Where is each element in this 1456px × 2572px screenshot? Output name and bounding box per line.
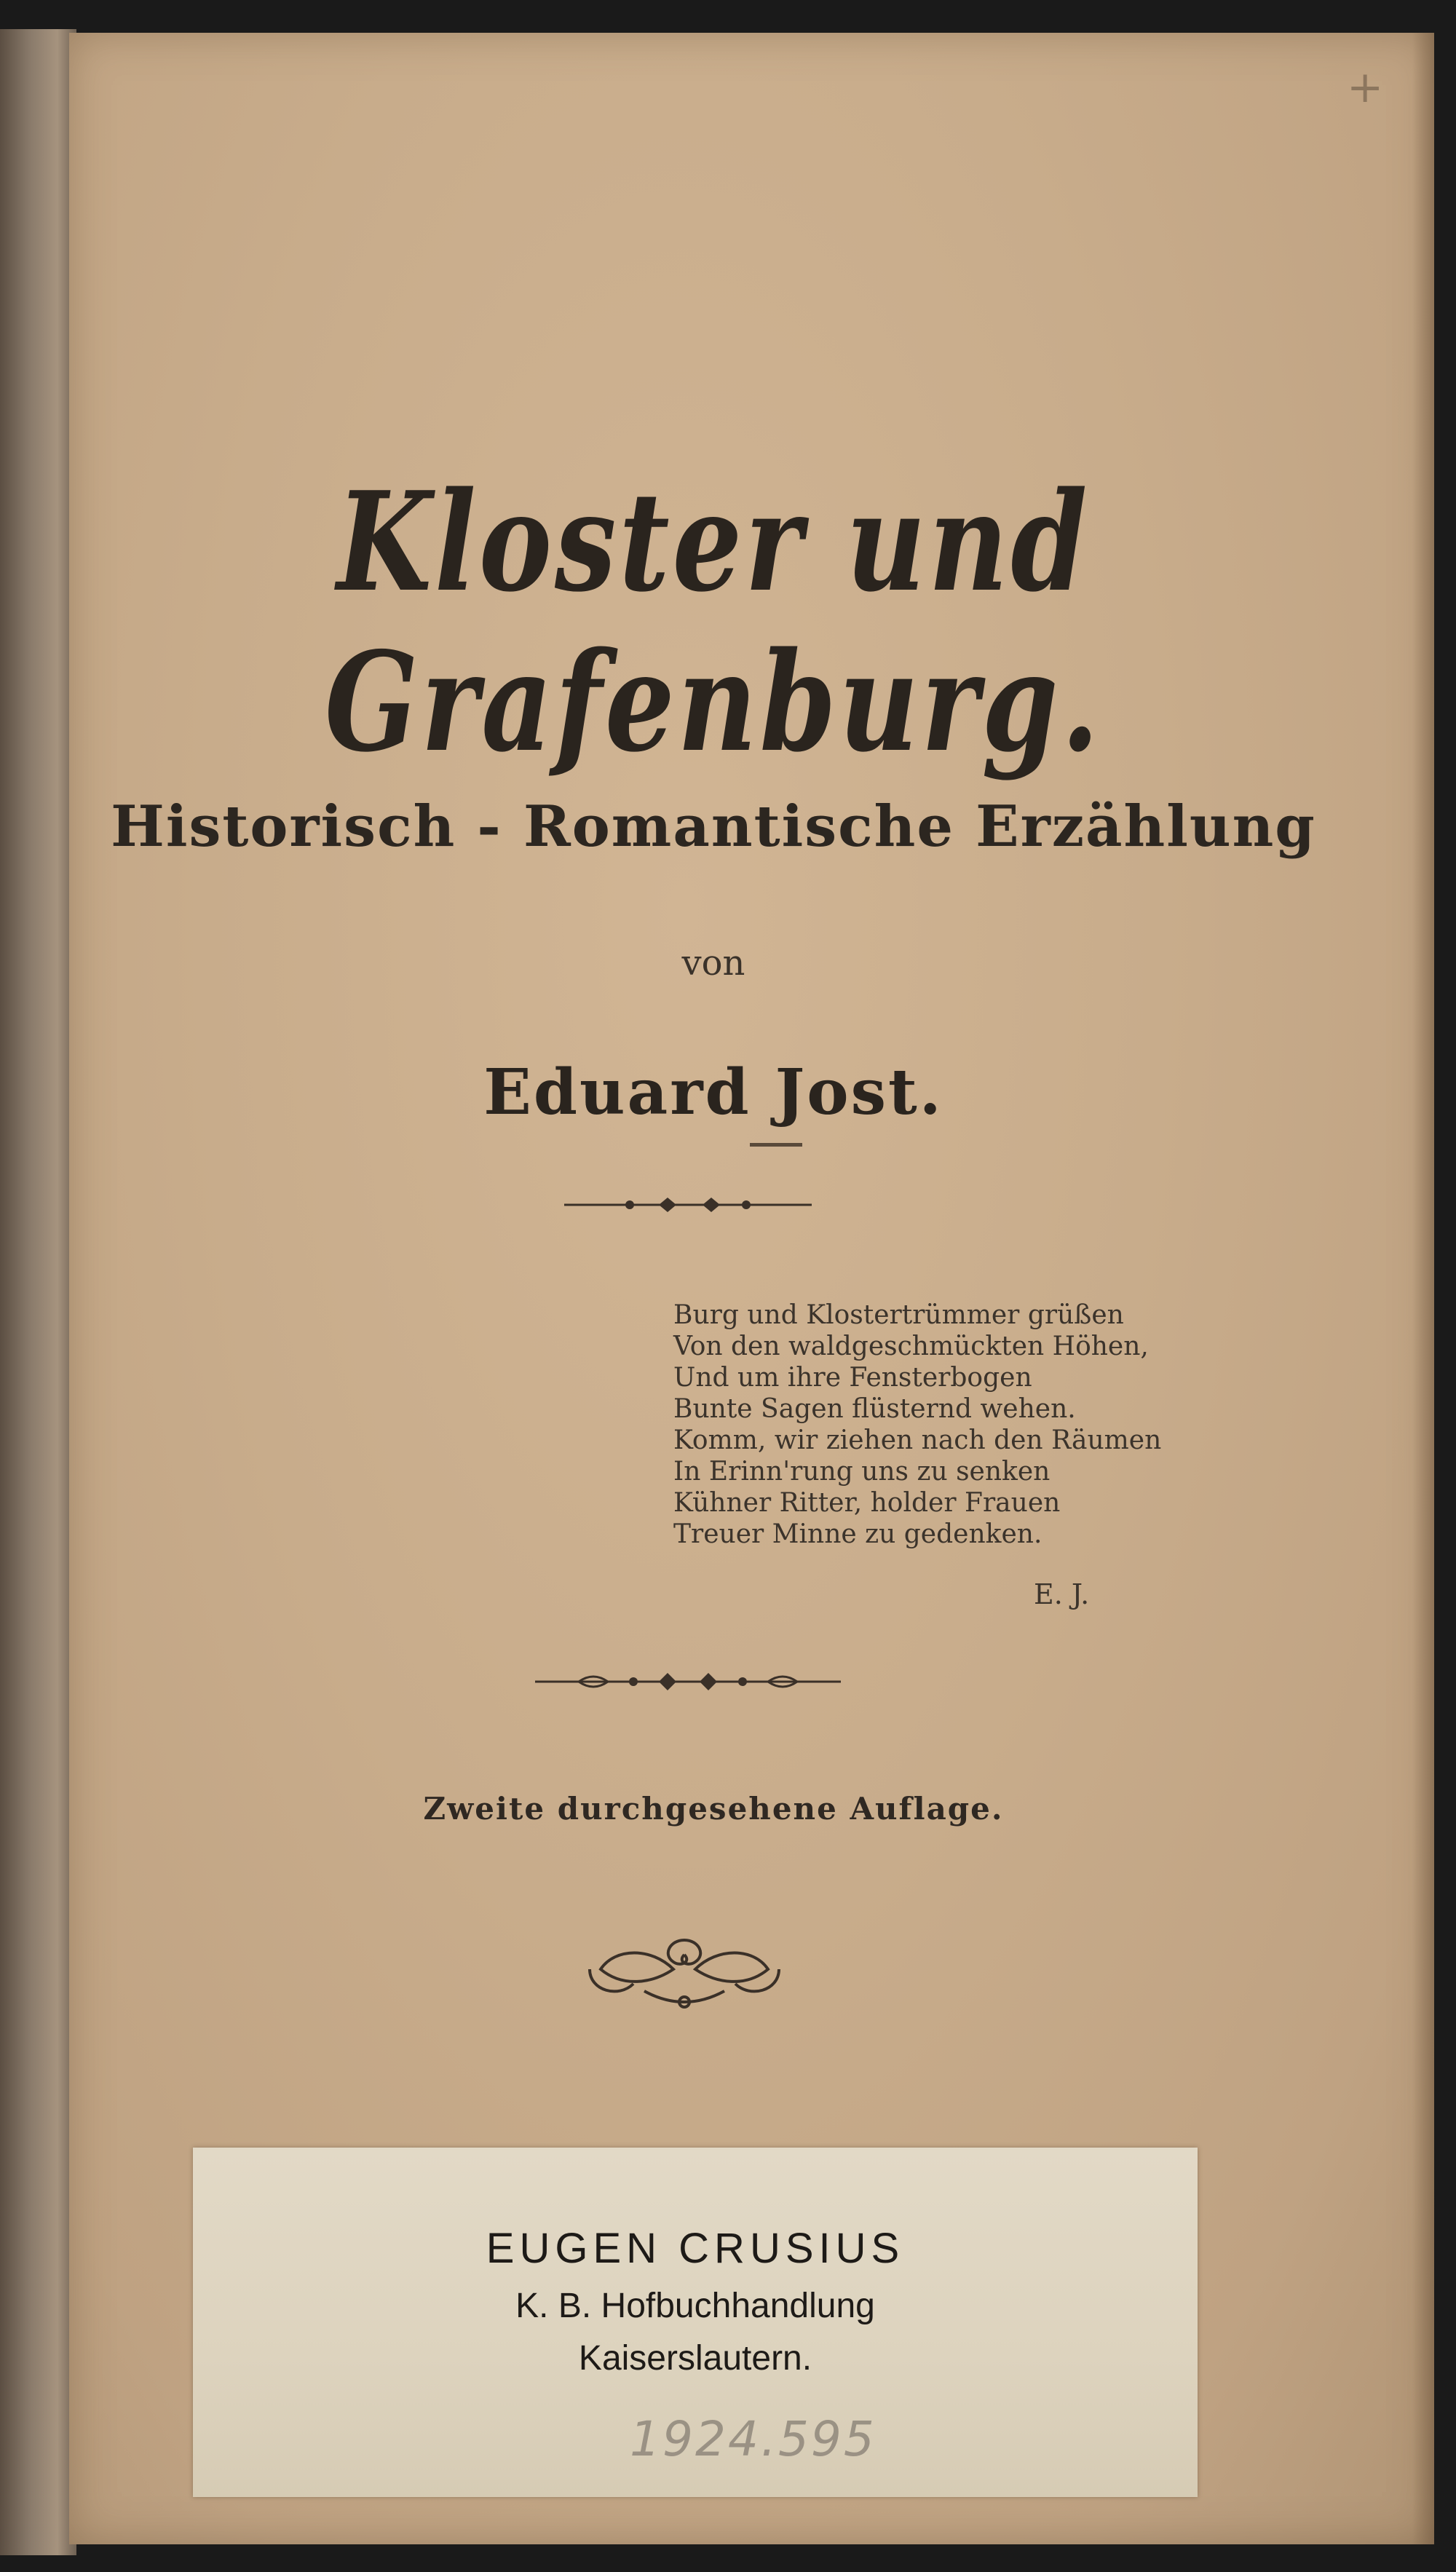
page-edge-shadow [1412, 33, 1434, 2544]
poem-line: Kühner Ritter, holder Frauen [673, 1488, 1061, 1518]
poem-line: Bunte Sagen flüsternd wehen. [673, 1394, 1076, 1424]
poem-line: Komm, wir ziehen nach den Räumen [673, 1425, 1162, 1455]
poem-line: Treuer Minne zu gedenken. [673, 1519, 1042, 1549]
book-cover-edge [0, 29, 76, 2555]
book-title: Kloster und Grafenburg. [325, 462, 1102, 783]
book-subtitle: Historisch - Romantische Erzählung [111, 794, 1316, 860]
author-underline [750, 1143, 802, 1147]
bookseller-title: K. B. Hofbuchhandlung [515, 2287, 875, 2325]
poem-line: In Erinn'rung uns zu senken [673, 1457, 1051, 1487]
poem-line: Burg und Klostertrümmer grüßen [673, 1300, 1124, 1330]
edition-note: Zweite durchgesehene Auflage. [423, 1791, 1004, 1827]
bookseller-city: Kaiserslautern. [578, 2339, 812, 2378]
poem-line: Und um ihre Fensterbogen [673, 1363, 1032, 1393]
pencil-inventory-number: 1924.595 [630, 2411, 877, 2467]
ornament-divider-2 [535, 1663, 841, 1700]
flourish-ornament [586, 1926, 783, 2020]
bookseller-label [193, 2148, 1198, 2497]
poem-line: Von den waldgeschmückten Höhen, [673, 1331, 1149, 1361]
corner-pencil-mark: + [1347, 62, 1384, 113]
title-page [69, 33, 1434, 2544]
ornament-divider-1 [564, 1190, 812, 1219]
author-name: Eduard Jost. [483, 1056, 943, 1129]
poem-signature: E. J. [1034, 1578, 1090, 1610]
bookseller-name: EUGEN CRUSIUS [486, 2225, 905, 2272]
epigraph-poem [673, 1299, 1270, 1550]
by-label: von [681, 943, 745, 984]
